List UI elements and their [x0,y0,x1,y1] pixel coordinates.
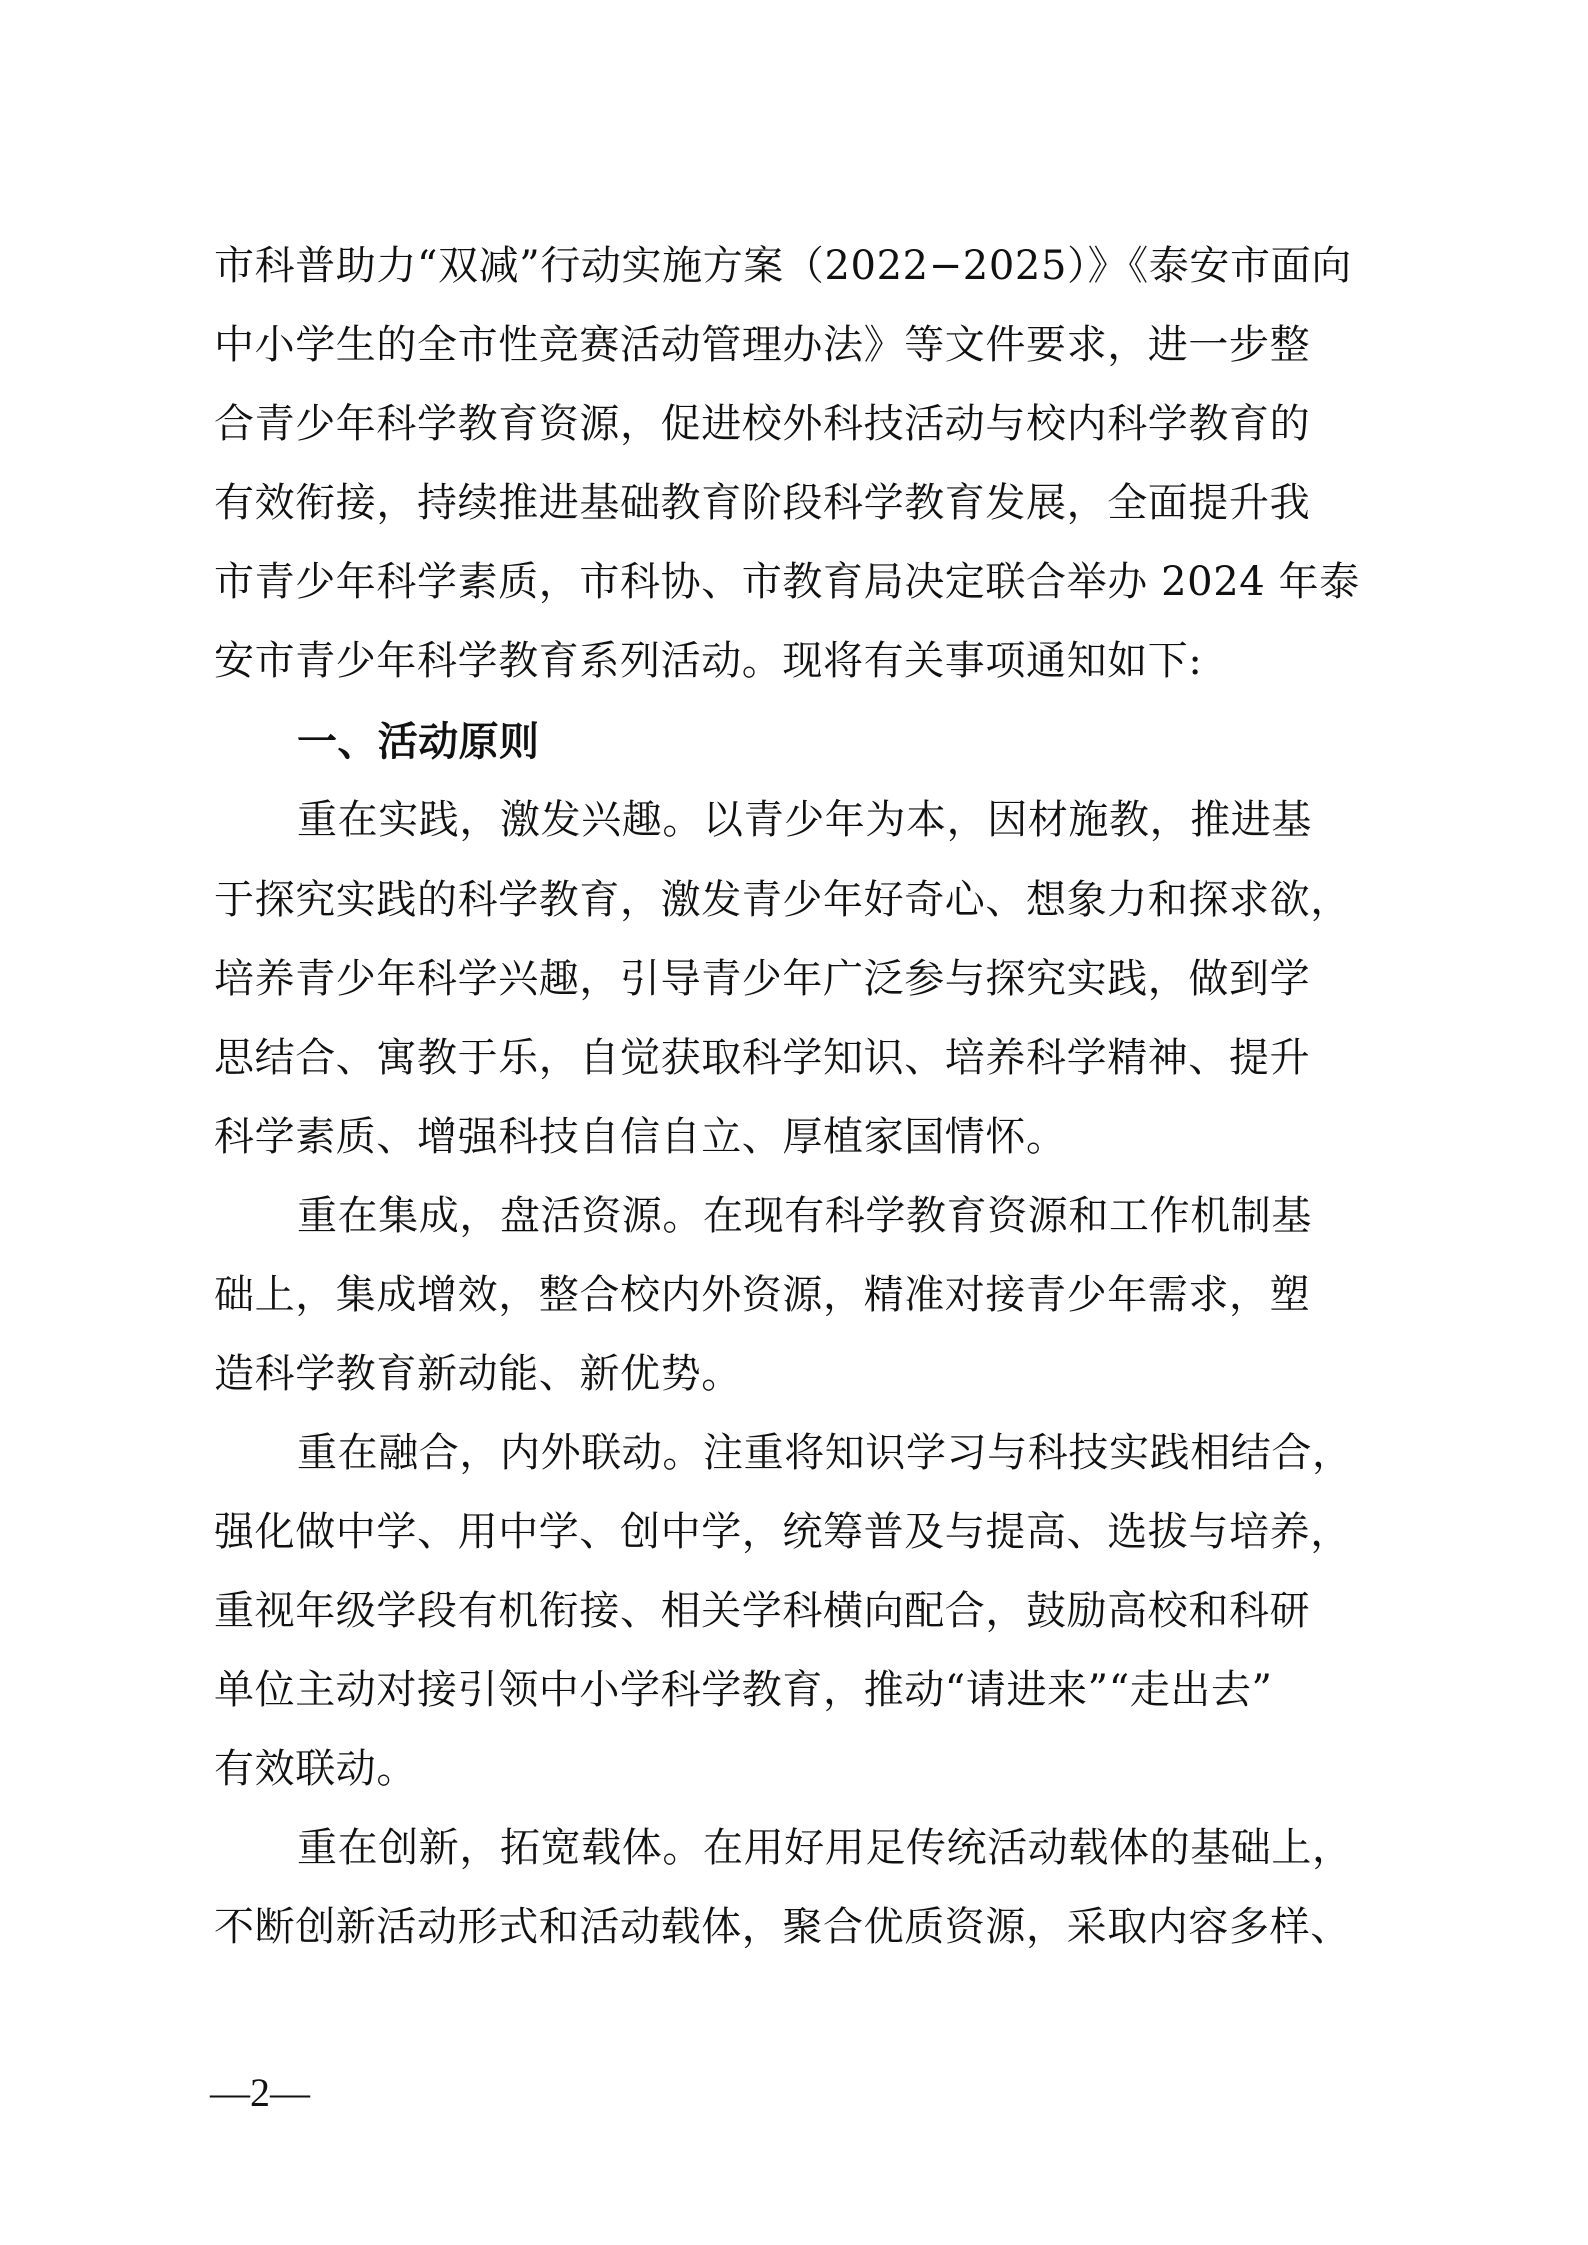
body-text-line: 于探究实践的科学教育，激发青少年好奇心、想象力和探求欲， [214,877,1351,923]
body-text-line: 有效联动。 [214,1746,417,1792]
paragraph-start-line: 重在融合，内外联动。注重将知识学习与科技实践相结合， [297,1430,1353,1476]
body-text-line: 安市青少年科学教育系列活动。现将有关事项通知如下: [214,638,1203,684]
body-text-line: 培养青少年科学兴趣，引导青少年广泛参与探究实践，做到学 [214,956,1311,1002]
body-text-line: 不断创新活动形式和活动载体，聚合优质资源，采取内容多样、 [214,1904,1351,1950]
page-number: —2— [210,2070,310,2115]
body-text-line: 市科普助力“双减”行动实施方案（2022−2025）》《泰安市面向 [214,243,1352,289]
body-text-line: 合青少年科学教育资源，促进校外科技活动与校内科学教育的 [214,401,1311,447]
body-text-line: 重视年级学段有机衔接、相关学科横向配合，鼓励高校和科研 [214,1588,1311,1634]
body-text-line: 础上，集成增效，整合校内外资源，精准对接青少年需求，塑 [214,1272,1311,1318]
body-text-line: 市青少年科学素质，市科协、市教育局决定联合举办 2024 年泰 [214,559,1360,605]
paragraph-start-line: 重在创新，拓宽载体。在用好用足传统活动载体的基础上， [297,1825,1353,1871]
body-text-line: 强化做中学、用中学、创中学，统筹普及与提高、选拔与培养， [214,1509,1351,1555]
body-text-line: 中小学生的全市性竞赛活动管理办法》等文件要求，进一步整 [214,322,1311,368]
body-text-line: 思结合、寓教于乐，自觉获取科学知识、培养科学精神、提升 [214,1035,1311,1081]
body-text-line: 造科学教育新动能、新优势。 [214,1351,742,1397]
section-heading: 一、活动原则 [297,719,540,765]
body-text-line: 单位主动对接引领中小学科学教育，推动“请进来”“走出去” [214,1667,1273,1713]
body-text-line: 有效衔接，持续推进基础教育阶段科学教育发展，全面提升我 [214,480,1311,526]
body-text-line: 科学素质、增强科技自信自立、厚植家国情怀。 [214,1114,1067,1160]
paragraph-start-line: 重在实践，激发兴趣。以青少年为本，因材施教，推进基 [297,797,1312,843]
paragraph-start-line: 重在集成，盘活资源。在现有科学教育资源和工作机制基 [297,1193,1312,1239]
